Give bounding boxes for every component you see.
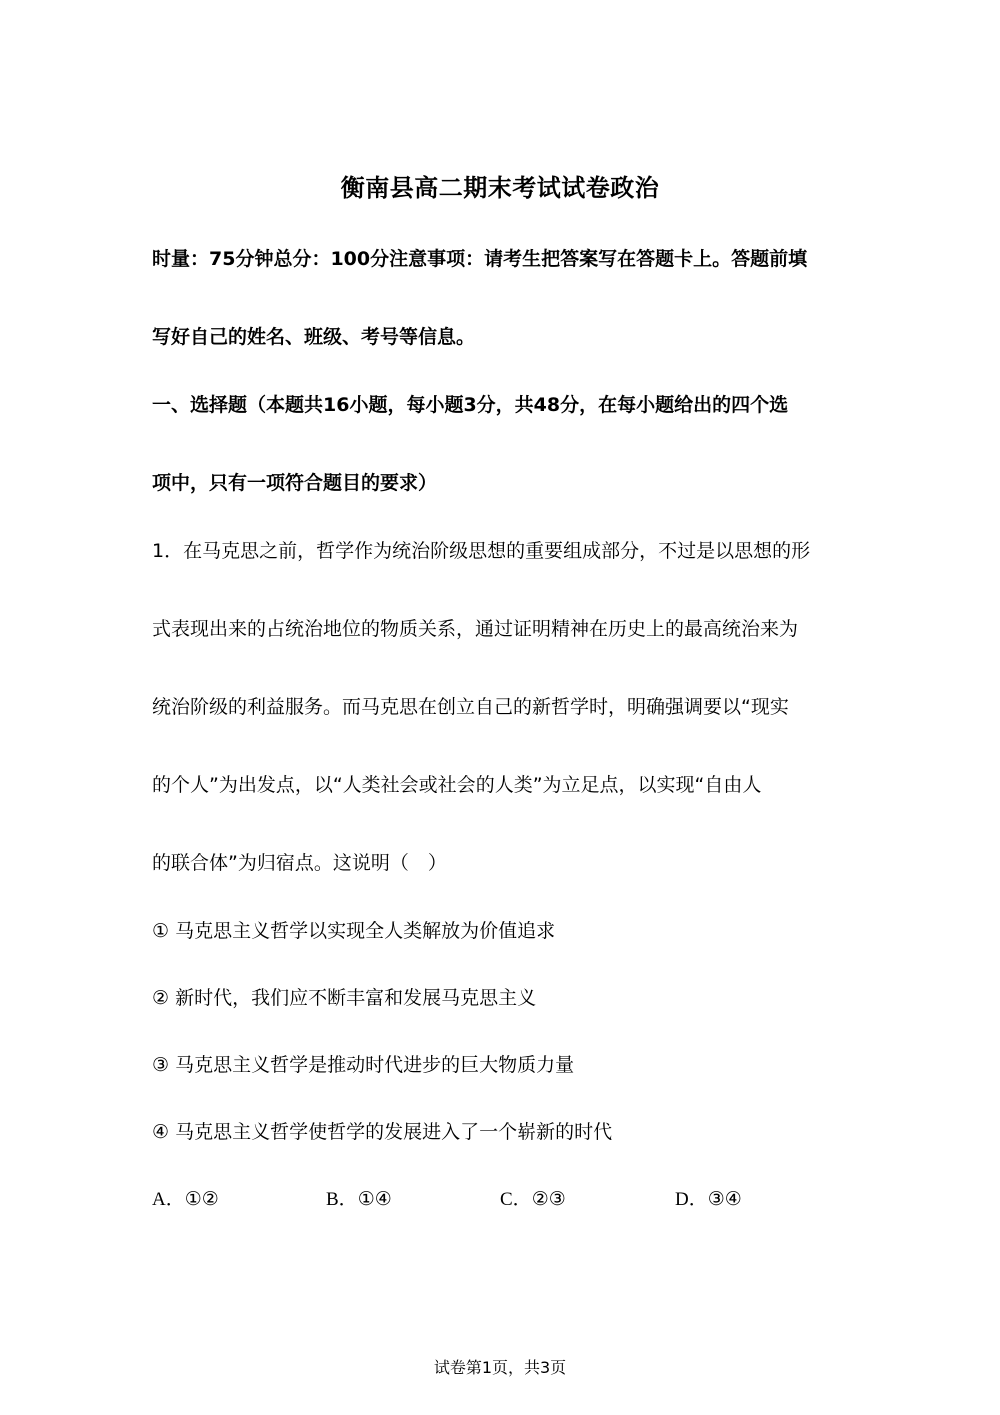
option-b[interactable] (326, 1184, 392, 1211)
option-c[interactable] (500, 1184, 566, 1211)
option-c-text: ②③ (531, 1188, 566, 1210)
question-1-options (152, 1184, 852, 1212)
option-d-text: ③④ (707, 1188, 742, 1210)
option-b-text: ①④ (357, 1188, 392, 1210)
instructions-line-1: 时量：75分钟总分：100分注意事项：请考生把答案写在答题卡上。答题前填 (152, 248, 808, 270)
question-1-text-line-1: 1．在马克思之前，哲学作为统治阶级思想的重要组成部分，不过是以思想的形 (152, 540, 811, 562)
option-a-text: ①② (184, 1188, 219, 1210)
page-footer: 试卷第1页，共3页 (433, 1358, 567, 1377)
question-1-statement-4: ④ 马克思主义哲学使哲学的发展进入了一个崭新的时代 (152, 1121, 613, 1143)
option-d-letter: D． (675, 1189, 708, 1210)
exam-title: 衡南县高二期末考试试卷政治 (340, 174, 660, 202)
question-1-statement-3: ③ 马克思主义哲学是推动时代进步的巨大物质力量 (152, 1054, 575, 1076)
question-1-text-line-3: 统治阶级的利益服务。而马克思在创立自己的新哲学时，明确强调要以“现实 (152, 696, 789, 718)
section-heading-line-2: 项中，只有一项符合题目的要求） (152, 472, 438, 494)
option-a[interactable] (152, 1184, 219, 1211)
option-a-letter: A． (152, 1189, 185, 1210)
section-heading-line-1: 一、选择题（本题共16小题，每小题3分，共48分，在每小题给出的四个选 (152, 394, 789, 416)
option-b-letter: B． (326, 1189, 358, 1210)
option-c-letter: C． (500, 1189, 532, 1210)
question-1-statement-1: ① 马克思主义哲学以实现全人类解放为价值追求 (152, 920, 556, 942)
instructions-line-2: 写好自己的姓名、班级、考号等信息。 (152, 326, 476, 348)
question-1-statement-2: ② 新时代，我们应不断丰富和发展马克思主义 (152, 987, 537, 1009)
question-1-text-line-4: 的个人”为出发点，以“人类社会或社会的人类”为立足点，以实现“自由人 (152, 774, 762, 796)
option-d[interactable] (675, 1184, 742, 1211)
question-1-text-line-5: 的联合体”为归宿点。这说明（ ） (152, 852, 447, 874)
question-1-text-line-2: 式表现出来的占统治地位的物质关系，通过证明精神在历史上的最高统治来为 (152, 618, 799, 640)
